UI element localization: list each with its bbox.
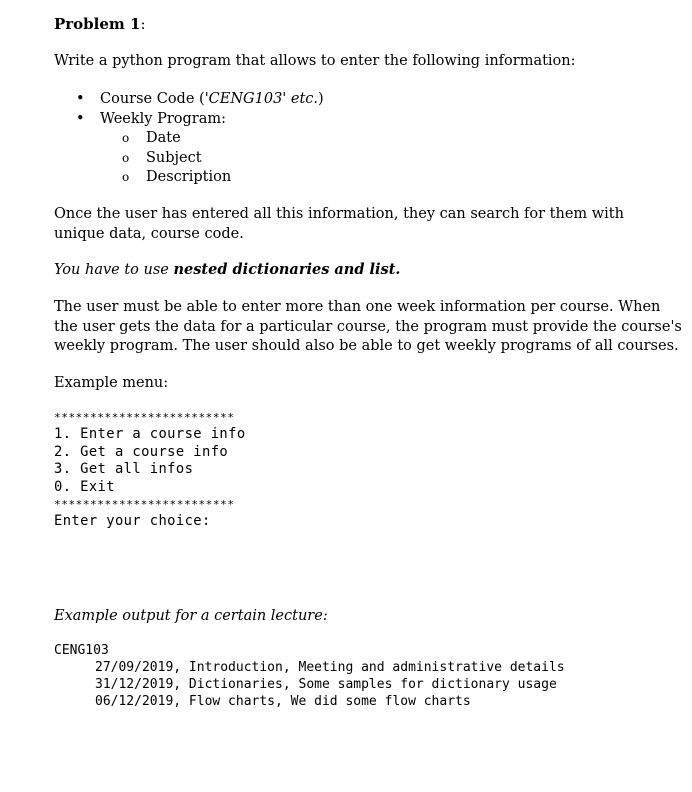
menu-star-border-top: ************************* [54, 411, 235, 424]
menu-option: 0. Exit [54, 478, 115, 495]
sub-item-subject: o Subject [122, 149, 231, 169]
hollow-circle-icon: o [122, 131, 130, 145]
output-line: 27/09/2019, Introduction, Meeting and administrative details [95, 660, 565, 675]
bullet-weekly-program: • Weekly Program: [76, 110, 324, 130]
search-paragraph: Once the user has entered all this information, they can search for them with unique data, course code. [54, 206, 624, 242]
details-paragraph: The user must be able to enter more than one week information per course. When the user gets the data for a particular course, the program must provide the course's weekly program. The user should also be able to get weekly programs of all courses. [54, 299, 682, 354]
output-line: 06/12/2019, Flow charts, We did some flow charts [95, 694, 471, 709]
weekly-program-sublist [122, 129, 231, 188]
hollow-circle-icon: o [122, 150, 130, 165]
intro-paragraph: Write a python program that allows to enter the following information: [54, 53, 576, 69]
problem-title: Problem 1: [54, 15, 146, 33]
output-heading: Example output for a certain lecture: [54, 608, 328, 624]
requirement-line: You have to use nested dictionaries and list. [54, 261, 401, 278]
sub-item-date: o Date [122, 129, 231, 149]
hollow-circle-icon: o [122, 170, 130, 184]
sub-item-description: o Description [122, 168, 231, 188]
menu-option: 1. Enter a course info [54, 426, 246, 442]
example-output-block [54, 642, 565, 710]
menu-option: 2. Get a course info [54, 443, 229, 460]
output-line: 31/12/2019, Dictionaries, Some samples for dictionary usage [95, 677, 557, 692]
bullet-course-code: • Course Code ('CENG103' etc.) [76, 90, 324, 110]
example-menu-block [54, 409, 246, 531]
bullet-dot-icon: • [76, 91, 85, 107]
info-bullet-list [76, 90, 324, 129]
menu-prompt: Enter your choice: [54, 513, 211, 529]
menu-star-border-bottom: ************************* [54, 498, 235, 511]
bullet-dot-icon: • [76, 110, 85, 127]
menu-heading: Example menu: [54, 375, 169, 391]
menu-option: 3. Get all infos [54, 461, 194, 477]
output-course-code: CENG103 [54, 643, 109, 658]
